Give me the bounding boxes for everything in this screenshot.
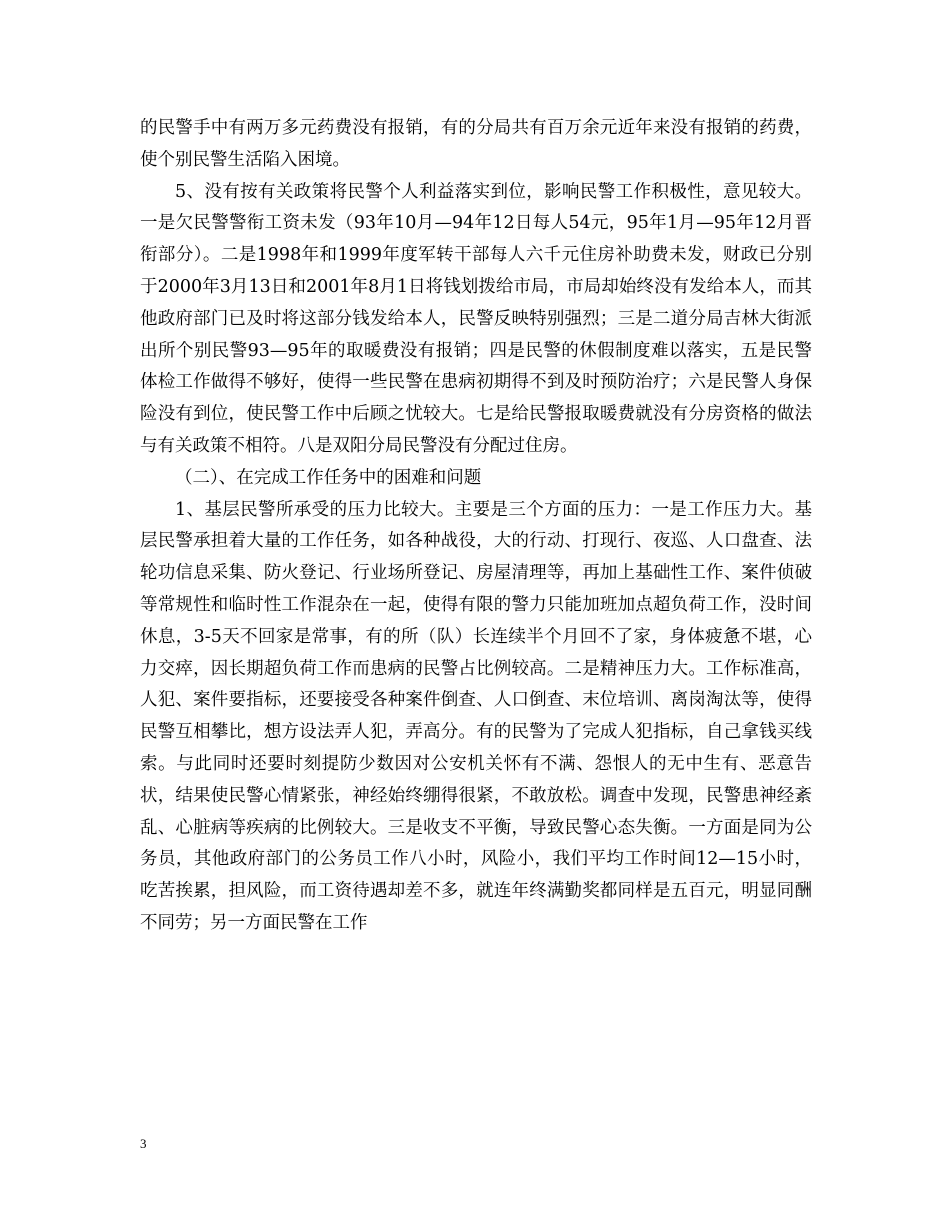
paragraph-item-5: 5、没有按有关政策将民警个人利益落实到位，影响民警工作积极性，意见较大。一是欠民警警衔工资未发（93年10月—94年12日每人54元，95年1月—95年12月晋衔部分）。二是1998年和1999年度军转干部每人六千元住房补助费未发，财政已分别于2000年3月13日和2001年8月1日将钱划拨给市局，市局却始终没有发给本人，而其他政府部门已及时将这部分钱发给本人，民警反映特别强烈；三是二道分局吉林大街派出所个别民警93—95年的取暖费没有报销；四是民警的休假制度难以落实，五是民警体检工作做得不够好，使得一些民警在患病初期得不到及时预防治疗；六是民警人身保险没有到位，使民警工作中后顾之忧较大。七是给民警报取暖费就没有分房资格的做法与有关政策不相符。八是双阳分局民警没有分配过住房。: [140, 181, 812, 456]
paragraph-medical-expenses: 的民警手中有两万多元药费没有报销，有的分局共有百万余元近年来没有报销的药费，使个别民警生活陷入困境。: [140, 118, 812, 170]
document-body: [140, 113, 812, 940]
paragraph-item-1-pressure: 1、基层民警所承受的压力比较大。主要是三个方面的压力：一是工作压力大。基层民警承担着大量的工作任务，如各种战役，大的行动、打现行、夜巡、人口盘查、法轮功信息采集、防火登记、行业场所登记、房屋清理等，再加上基础性工作、案件侦破等常规性和临时性工作混杂在一起，使得有限的警力只能加班加点超负荷工作，没时间休息，3-5天不回家是常事，有的所（队）长连续半个月回不了家，身体疲惫不堪，心力交瘁，因长期超负荷工作而患病的民警占比例较高。二是精神压力大。工作标准高，人犯、案件要指标，还要接受各种案件倒查、人口倒查、末位培训、离岗淘汰等，使得民警互相攀比，想方设法弄人犯，弄高分。有的民警为了完成人犯指标，自己拿钱买线索。与此同时还要时刻提防少数因对公安机关怀有不满、怨恨人的无中生有、恶意告状，结果使民警心情紧张，神经始终绷得很紧，不敢放松。调查中发现，民警患神经紊乱、心脏病等疾病的比例较大。三是收支不平衡，导致民警心态失衡。一方面是同为公务员，其他政府部门的公务员工作八小时，风险小，我们平均工作时间12—15小时，吃苦挨累，担风险，而工资待遇却差不多，就连年终满勤奖都同样是五百元，明显同酬不同劳；另一方面民警在工作: [140, 499, 812, 933]
section-heading-2: （二）、在完成工作任务中的困难和问题: [175, 467, 482, 488]
page-number: 3: [140, 1136, 147, 1151]
